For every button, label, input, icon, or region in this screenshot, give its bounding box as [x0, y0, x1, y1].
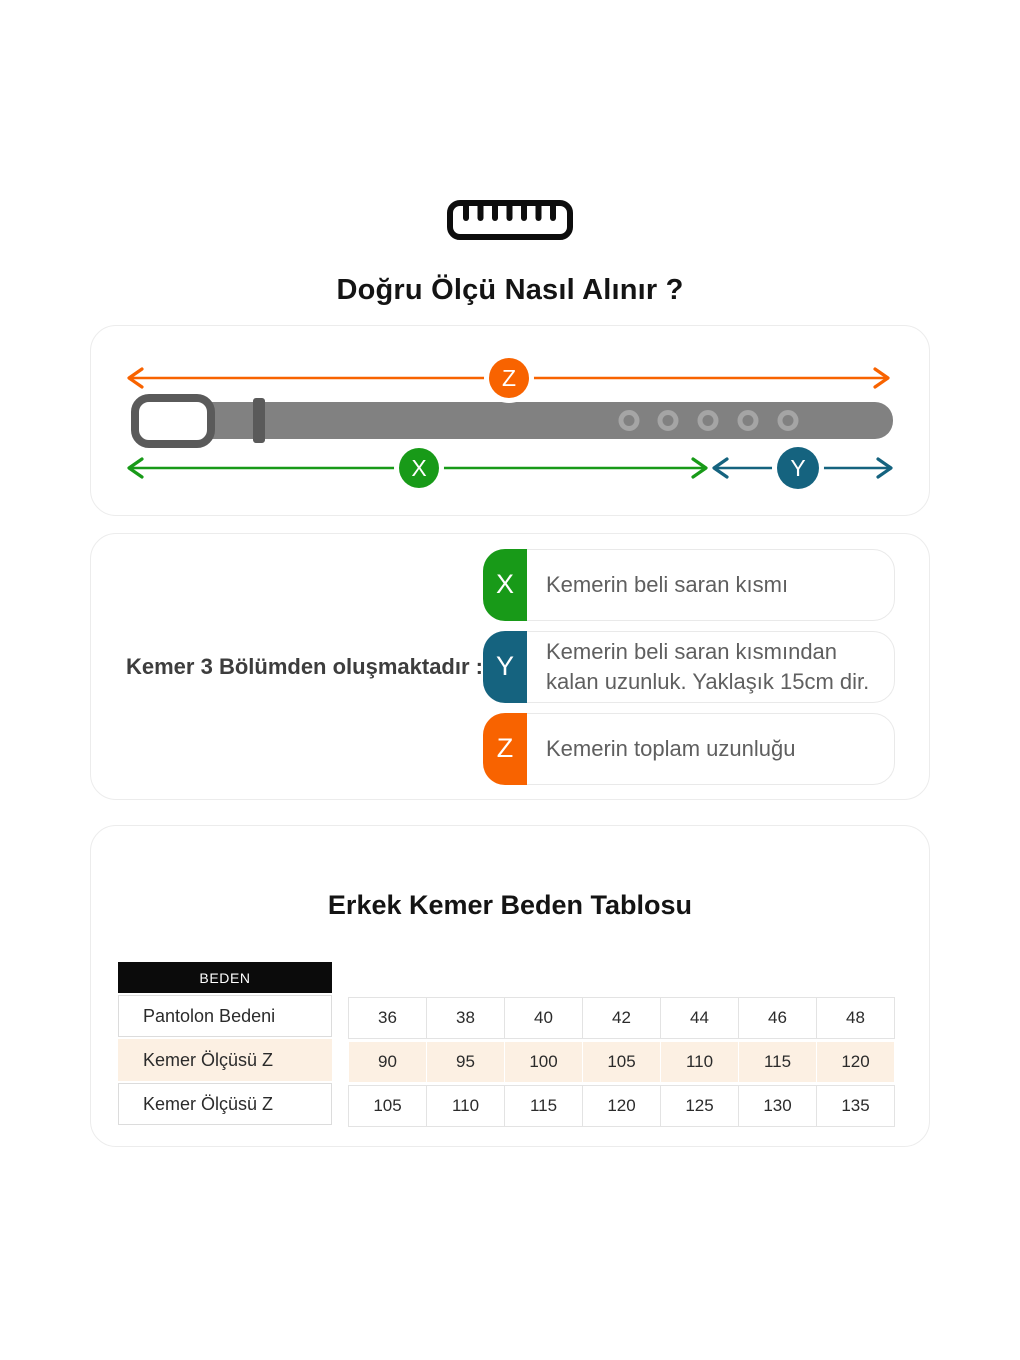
page-title: Doğru Ölçü Nasıl Alınır ? — [336, 274, 684, 306]
table-cell: 135 — [816, 1085, 895, 1127]
belt-buckle — [135, 398, 211, 444]
legend-card — [90, 533, 930, 800]
table-cell: 36 — [348, 997, 427, 1039]
table-cell: 110 — [426, 1085, 505, 1127]
x-label: X — [411, 455, 427, 481]
table-row — [348, 1041, 895, 1083]
y-label-badge — [772, 442, 824, 494]
row-header-pantolon: Pantolon Bedeni — [118, 995, 332, 1037]
table-cell: 130 — [738, 1085, 817, 1127]
belt-diagram — [91, 326, 928, 514]
row-header-kemer-olcusu-2: Kemer Ölçüsü Z — [118, 1083, 332, 1125]
corner-header: BEDEN — [118, 962, 332, 993]
legend-item-x — [483, 549, 895, 621]
table-cell: 95 — [426, 1041, 505, 1083]
size-table-row-headers — [118, 962, 332, 1127]
table-cell: 105 — [348, 1085, 427, 1127]
ruler-icon — [0, 199, 1020, 246]
legend-item-y — [483, 631, 895, 703]
table-cell: 44 — [660, 997, 739, 1039]
belt-loop — [253, 398, 265, 443]
table-cell: 100 — [504, 1041, 583, 1083]
table-cell: 48 — [816, 997, 895, 1039]
table-row — [348, 1085, 895, 1127]
belt-diagram-card — [90, 325, 930, 516]
legend-item-x-text: Kemerin beli saran kısmı — [505, 549, 895, 621]
size-table-title: Erkek Kemer Beden Tablosu — [327, 890, 693, 920]
table-cell: 125 — [660, 1085, 739, 1127]
x-badge: X — [483, 549, 527, 621]
table-cell: 115 — [738, 1041, 817, 1083]
table-cell: 105 — [582, 1041, 661, 1083]
size-table — [118, 962, 895, 1127]
table-cell: 110 — [660, 1041, 739, 1083]
table-row — [348, 997, 895, 1039]
table-cell: 46 — [738, 997, 817, 1039]
legend-heading: Kemer 3 Bölümden oluşmaktadır : — [126, 653, 483, 679]
table-cell: 90 — [348, 1041, 427, 1083]
z-label: Z — [501, 365, 517, 391]
ruler-icon-svg — [446, 199, 574, 241]
legend-rows — [483, 533, 929, 801]
legend-item-z — [483, 713, 895, 785]
legend-item-z-text: Kemerin toplam uzunluğu — [505, 713, 895, 785]
row-header-kemer-olcusu-1: Kemer Ölçüsü Z — [118, 1039, 332, 1081]
legend-item-y-text: Kemerin beli saran kısmından kalan uzunluk. Yaklaşık 15cm dir. — [505, 631, 895, 703]
table-cell: 42 — [582, 997, 661, 1039]
belt-illustration — [135, 398, 893, 444]
table-cell: 40 — [504, 997, 583, 1039]
y-badge: Y — [483, 631, 527, 703]
z-label-badge — [484, 353, 534, 403]
z-badge: Z — [483, 713, 527, 785]
table-cell: 38 — [426, 997, 505, 1039]
table-cell: 120 — [816, 1041, 895, 1083]
table-cell: 120 — [582, 1085, 661, 1127]
x-label-badge — [394, 443, 444, 493]
size-table-values — [348, 995, 895, 1127]
size-table-card — [90, 825, 930, 1147]
table-cell: 115 — [504, 1085, 583, 1127]
y-label: Y — [790, 455, 806, 481]
